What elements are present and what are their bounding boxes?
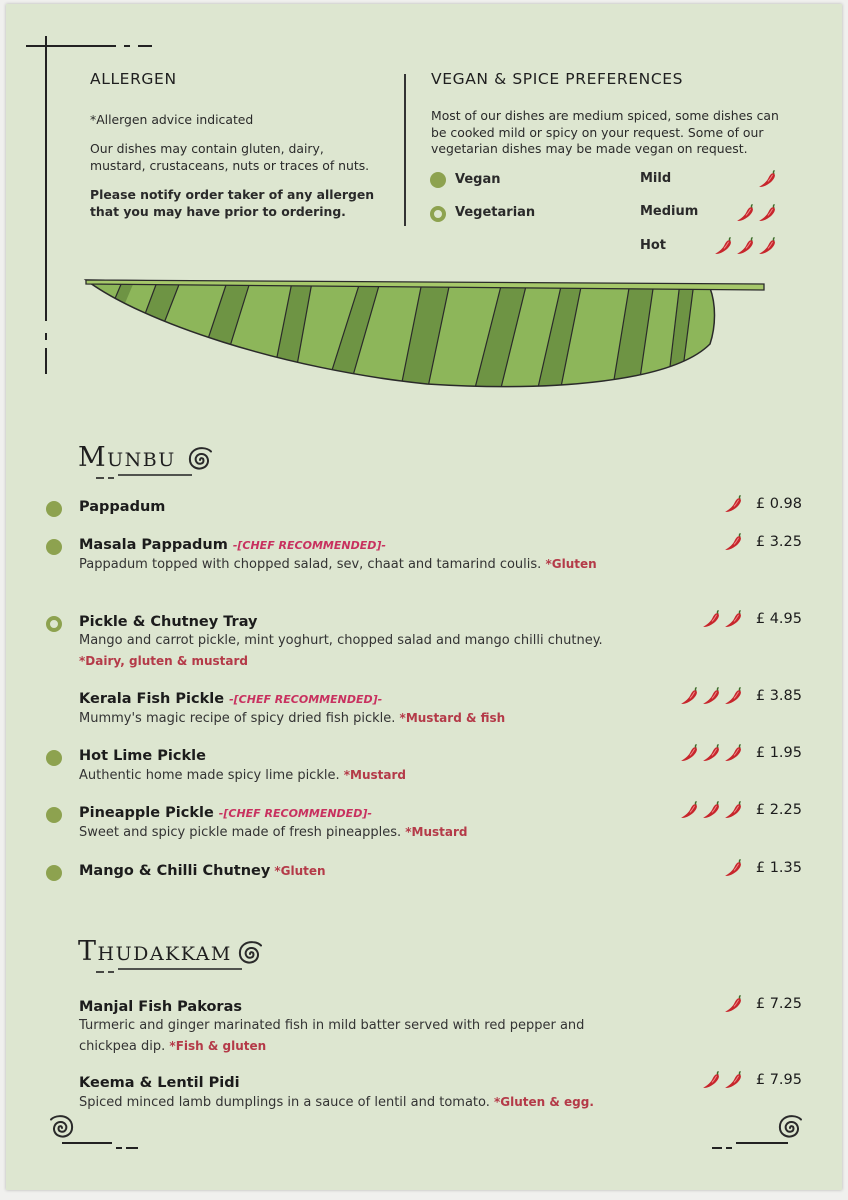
column-divider — [404, 74, 406, 226]
item-name: Pappadum — [79, 499, 166, 515]
chilli-icon — [679, 685, 700, 706]
item-description — [79, 765, 619, 786]
section-flourish — [78, 936, 298, 980]
allergen-may-contain: Our dishes may contain gluten, dairy, mustard, crustaceans, nuts or traces of nuts. — [90, 141, 370, 173]
chilli-icon — [701, 1069, 722, 1090]
section-title-cap: M — [78, 442, 108, 473]
item-heading — [79, 534, 639, 553]
item-allergen: *Gluten & egg. — [494, 1095, 594, 1109]
chilli-icon — [701, 608, 722, 629]
hot-label: Hot — [640, 238, 667, 253]
item-allergen: *Mustard — [343, 768, 406, 782]
chilli-icon — [757, 202, 778, 223]
item-description-text: Mango and carrot pickle, mint yoghurt, chopped salad and mango chilli chutney. — [79, 633, 603, 648]
chilli-icon — [735, 235, 756, 256]
vegan-label: Vegan — [455, 172, 501, 187]
item-price: £ 4.95 — [755, 611, 802, 627]
item-description-text: Authentic home made spicy lime pickle. — [79, 768, 340, 783]
vegan-dot-icon — [46, 539, 62, 555]
banana-leaf-illustration — [82, 274, 772, 392]
allergen-title: ALLERGEN — [90, 70, 177, 88]
preferences-title: VEGAN & SPICE PREFERENCES — [431, 70, 684, 88]
item-description — [79, 1016, 619, 1057]
item-description-text: Pappadum topped with chopped salad, sev, chaat and tamarind coulis. — [79, 557, 542, 572]
item-heading — [79, 611, 639, 630]
item-heading — [79, 860, 639, 879]
item-name: Pineapple Pickle — [79, 805, 214, 821]
item-heading — [79, 688, 639, 707]
item-price: £ 7.95 — [755, 1072, 802, 1088]
item-heading — [79, 1072, 639, 1091]
item-name: Mango & Chilli Chutney — [79, 863, 271, 879]
item-description — [79, 822, 619, 843]
chilli-icon — [701, 742, 722, 763]
vegetarian-ring-icon — [430, 206, 446, 222]
preferences-text: Most of our dishes are medium spiced, some dishes can be cooked mild or spicy on your request. Some of our vegetarian dishes may be made vegan on request. — [431, 108, 779, 156]
chilli-icon — [735, 202, 756, 223]
chilli-icon — [701, 685, 722, 706]
item-price: £ 3.85 — [755, 688, 802, 704]
item-price: £ 2.25 — [755, 802, 802, 818]
item-heading — [79, 496, 639, 515]
spiral-icon — [240, 942, 261, 962]
chilli-icon — [679, 799, 700, 820]
item-name: Hot Lime Pickle — [79, 748, 206, 764]
item-name: Kerala Fish Pickle — [79, 691, 225, 707]
section-flourish — [78, 442, 248, 486]
bottom-left-flourish — [42, 1110, 152, 1150]
hot-chillies — [708, 235, 778, 256]
item-heading — [79, 996, 639, 1015]
item-description-text: Mummy's magic recipe of spicy dried fish pickle. — [79, 711, 396, 726]
item-allergen: *Gluten — [274, 864, 326, 878]
spiral-icon — [51, 1116, 72, 1136]
medium-chillies — [708, 202, 778, 223]
section-title-cap: T — [78, 936, 98, 967]
spiral-icon — [190, 448, 211, 468]
section-title-rest: HUDAKKAM — [97, 943, 232, 965]
item-description — [79, 708, 619, 729]
item-name: Masala Pappadum — [79, 537, 228, 553]
bottom-right-flourish — [706, 1110, 816, 1150]
chef-recommended-tag: -[CHEF RECOMMENDED]- — [229, 693, 383, 706]
item-name: Pickle & Chutney Tray — [79, 614, 258, 630]
allergen-notify: Please notify order taker of any allergen that you may have prior to ordering. — [90, 187, 375, 219]
item-description-text: Turmeric and ginger marinated fish in mild batter served with red pepper and chickpea dip. — [79, 1018, 585, 1054]
vegan-dot-icon — [46, 807, 62, 823]
item-price: £ 7.25 — [755, 996, 802, 1012]
item-price: £ 3.25 — [755, 534, 802, 550]
mild-chillies — [708, 168, 778, 189]
vegan-dot-icon — [46, 501, 62, 517]
chef-recommended-tag: -[CHEF RECOMMENDED]- — [232, 539, 386, 552]
item-heading — [79, 745, 639, 764]
item-description — [79, 631, 619, 672]
item-name: Keema & Lentil Pidi — [79, 1075, 240, 1091]
item-allergen: *Fish & gluten — [169, 1039, 267, 1053]
spiral-icon — [780, 1116, 801, 1136]
mild-label: Mild — [640, 171, 672, 186]
vegetarian-label: Vegetarian — [455, 205, 536, 220]
menu-page — [6, 4, 842, 1190]
item-description — [79, 554, 619, 575]
section-title-rest: UNBU — [107, 449, 176, 471]
item-description — [79, 1092, 619, 1113]
item-allergen: *Mustard & fish — [399, 711, 506, 725]
item-heading — [79, 802, 639, 821]
item-price: £ 1.95 — [755, 745, 802, 761]
vegetarian-ring-icon — [46, 616, 62, 632]
chilli-icon — [757, 235, 778, 256]
item-allergen: *Gluten — [545, 557, 597, 571]
item-price: £ 1.35 — [755, 860, 802, 876]
item-allergen: *Mustard — [405, 825, 468, 839]
item-description-text: Sweet and spicy pickle made of fresh pineapples. — [79, 825, 402, 840]
item-allergen: *Dairy, gluten & mustard — [79, 654, 249, 668]
chilli-icon — [757, 168, 778, 189]
chilli-icon — [679, 742, 700, 763]
item-price: £ 0.98 — [755, 496, 802, 512]
vegan-dot-icon — [46, 865, 62, 881]
medium-label: Medium — [640, 204, 699, 219]
item-name: Manjal Fish Pakoras — [79, 999, 242, 1015]
vegan-dot-icon — [430, 172, 446, 188]
allergen-advice: *Allergen advice indicated — [90, 112, 254, 127]
item-description-text: Spiced minced lamb dumplings in a sauce of lentil and tomato. — [79, 1095, 490, 1110]
chef-recommended-tag: -[CHEF RECOMMENDED]- — [218, 807, 372, 820]
vegan-dot-icon — [46, 750, 62, 766]
chilli-icon — [701, 799, 722, 820]
chilli-icon — [713, 235, 734, 256]
